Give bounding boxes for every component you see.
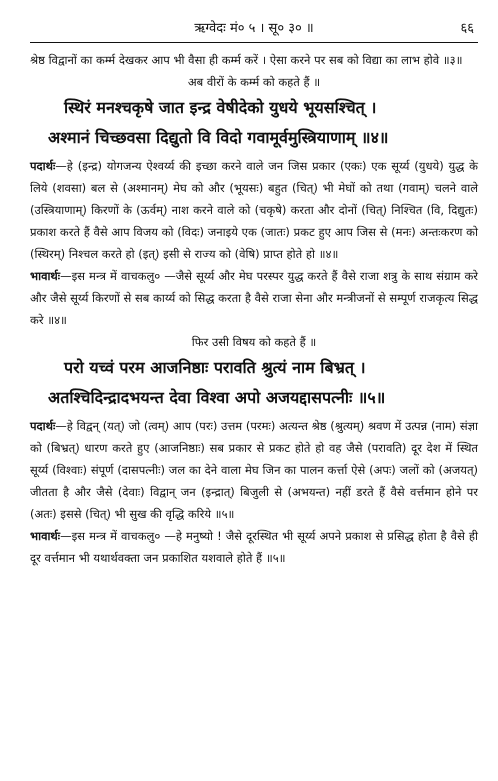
mantra-5-line-2: अतश्चिदिन्द्रादभयन्त देवा विश्वा अपो अजयद्दासपत्नीः ॥५॥ xyxy=(48,388,386,407)
bhavartha-5-paragraph xyxy=(30,525,478,569)
mantra-4-introduction: अब वीरों के कर्म्म को कहते हैं ॥ xyxy=(187,75,321,89)
padartha-5-text: —हे विद्वन् (यत्) जो (त्वम्) आप (परः) उत्तम (परमः) अत्यन्त श्रेष्ठ (श्रुत्यम्) श्रवण में उत्पन्न (नाम) संज्ञा को (बिभ्रत्) धारण करते हुए (आजनिष्ठाः) सब प्रकार से प्रकट होते हो वह जैसे (परावति) दूर देश में स्थित सूर्य्य (विश्वाः) संपूर्ण (दासपत्नीः) जल का देने वाला मेघ जिन का पालन कर्त्ता ऐसे (अपः) जलों को (अजयत्) जीतता है और जैसे (देवाः) विद्वान् जन (इन्द्रात्) बिजुली से (अभयन्त) नहीं डरते हैं वैसे वर्त्तमान होने पर (अतः) इससे (चित्) भी सुख की वृद्धि करिये ॥५॥ xyxy=(30,419,478,521)
page-number: ६६ xyxy=(460,21,474,36)
page-header xyxy=(30,18,478,38)
bhavartha-5-text: —इस मन्त्र में वाचकलु० —हे मनुष्यो ! जैसे दूरस्थित भी सूर्य्य अपने प्रकाश से प्रसिद्ध होता है वैसे ही दूर वर्त्तमान भी यथार्थवक्ता जन प्रकाशित यशवाले होते हैं ॥५॥ xyxy=(30,529,478,565)
padartha-5-paragraph xyxy=(30,415,478,525)
padartha-5-label: पदार्थः xyxy=(30,419,56,433)
bhavartha-5-label: भावार्थः xyxy=(30,529,61,543)
bhavartha-4-paragraph xyxy=(30,265,478,331)
bhavartha-4-text: —इस मन्त्र में वाचकलु० —जैसे सूर्य्य और मेघ परस्पर युद्ध करते हैं वैसे राजा शत्रु के साथ संग्राम करे और जैसे सूर्य्य किरणों से सब कार्य्य को सिद्ध करता है वैसे राजा सेना और मन्त्रीजनों से सम्पूर्ण राजकृत्य सिद्ध करे ॥४॥ xyxy=(30,269,478,327)
mantra-5-line-1: परो यच्वं परम आजनिष्ठाः परावति श्रुत्यं नाम बिभ्रत् । xyxy=(64,358,366,377)
bhavartha-4-label: भावार्थः xyxy=(30,269,61,283)
mantra-4-line-2: अश्मानं चिच्छवसा दिद्युतो वि विदो गवामूर्वमुस्त्रियाणाम् ॥४॥ xyxy=(48,128,389,147)
mantra-5-introduction: फिर उसी विषय को कहते हैं ॥ xyxy=(191,335,317,349)
padartha-4-text: —हे (इन्द्र) योगजन्य ऐश्वर्य्य की इच्छा करने वाले जन जिस प्रकार (एकः) एक सूर्य्य (युधये) युद्ध के लिये (शवसा) बल से (अश्मानम्) मेघ को और (भूयसः) बहुत (चित्) भी मेघों को तथा (गवाम्) चलने वाले (उस्त्रियाणाम्) किरणों के (ऊर्वम्) नाश करने वाले को (चकृषे) करता और दोनों (चित्) निश्चित (वि, दिद्युतः) प्रकाश करते हैं वैसे आप विजय को (विदः) जनाइये एक (जातः) प्रकट हुए आप जिस से (मनः) अन्तःकरण को (स्थिरम्) निश्चल करते हो (इत्) इसी से राज्य को (वेषि) प्राप्त होते हो ॥४॥ xyxy=(30,159,478,261)
padartha-4-paragraph xyxy=(30,155,478,265)
padartha-4-label: पदार्थः xyxy=(30,159,56,173)
running-head: ऋग्वेदः मं० ५ । सू० ३० ॥ xyxy=(194,21,314,36)
header-rule xyxy=(30,42,478,43)
mantra-4-line-1: स्थिरं मनश्चकृषे जात इन्द्र वेषीदेको युधये भूयसश्चित् । xyxy=(64,98,377,117)
previous-bhavartha-continuation: श्रेष्ठ विद्वानों का कर्म्म देखकर आप भी वैसा ही कर्म्म करें । ऐसा करने पर सब को विद्या का लाभ होवे ॥३॥ xyxy=(30,53,463,67)
